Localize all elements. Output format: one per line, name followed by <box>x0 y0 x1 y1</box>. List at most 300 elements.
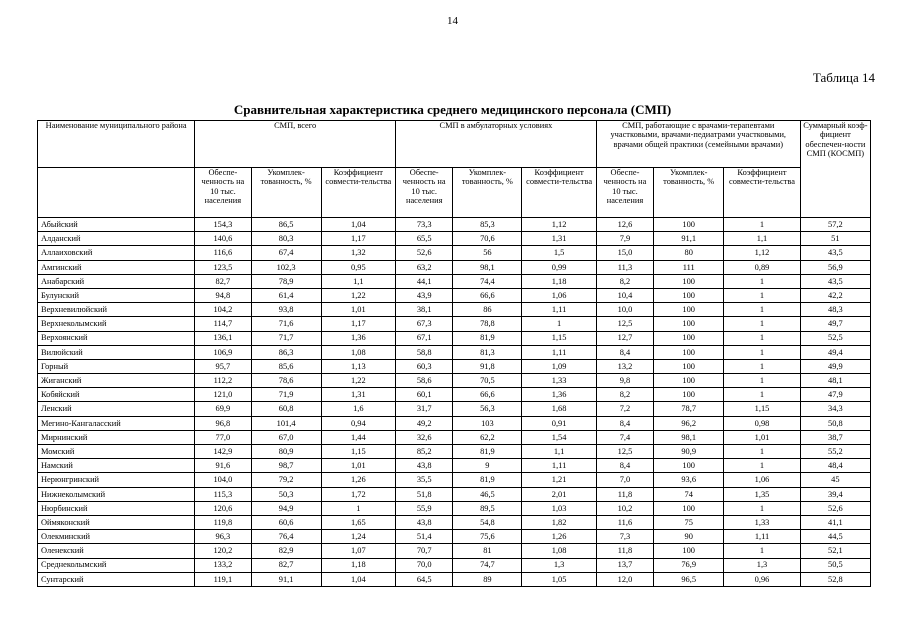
district-name: Мирнинский <box>38 430 195 444</box>
table-cell: 93,6 <box>654 473 724 487</box>
table-cell: 0,94 <box>321 416 395 430</box>
table-cell: 100 <box>654 459 724 473</box>
table-cell: 50,3 <box>251 487 321 501</box>
table-row <box>38 331 871 345</box>
page-number: 14 <box>447 15 458 27</box>
table-cell: 7,0 <box>596 473 653 487</box>
table-cell: 1,82 <box>522 515 596 529</box>
district-name: Верхнеколымский <box>38 317 195 331</box>
table-cell: 76,9 <box>654 558 724 572</box>
table-row <box>38 232 871 246</box>
table-cell: 1 <box>724 317 800 331</box>
table-cell: 1,31 <box>522 232 596 246</box>
table-cell: 54,8 <box>453 515 522 529</box>
table-cell: 82,7 <box>251 558 321 572</box>
table-cell: 1,08 <box>321 345 395 359</box>
table-cell: 10,0 <box>596 303 653 317</box>
table-cell: 142,9 <box>195 445 251 459</box>
table-cell: 55,9 <box>396 501 453 515</box>
table-cell: 101,4 <box>251 416 321 430</box>
table-cell: 1 <box>724 388 800 402</box>
table-cell: 1,03 <box>522 501 596 515</box>
table-cell: 94,9 <box>251 501 321 515</box>
table-cell: 52,1 <box>800 544 870 558</box>
table-cell: 60,3 <box>396 359 453 373</box>
table-cell: 120,2 <box>195 544 251 558</box>
table-cell: 43,5 <box>800 246 870 260</box>
table-cell: 116,6 <box>195 246 251 260</box>
table-cell: 1,06 <box>724 473 800 487</box>
table-cell: 1,15 <box>724 402 800 416</box>
table-cell: 115,3 <box>195 487 251 501</box>
table-cell: 0,99 <box>522 260 596 274</box>
table-cell: 38,1 <box>396 303 453 317</box>
table-cell: 71,7 <box>251 331 321 345</box>
table-cell: 60,6 <box>251 515 321 529</box>
table-cell: 12,6 <box>596 218 653 232</box>
table-cell: 49,7 <box>800 317 870 331</box>
table-cell: 60,8 <box>251 402 321 416</box>
table-cell: 48,4 <box>800 459 870 473</box>
table-cell: 52,8 <box>800 572 870 586</box>
table-cell: 1,1 <box>724 232 800 246</box>
table-row <box>38 487 871 501</box>
table-cell: 123,5 <box>195 260 251 274</box>
table-cell: 67,3 <box>396 317 453 331</box>
table-cell: 1,35 <box>724 487 800 501</box>
table-cell: 1,32 <box>321 246 395 260</box>
table-body <box>38 218 871 587</box>
table-cell: 8,4 <box>596 416 653 430</box>
table-cell: 98,1 <box>453 260 522 274</box>
table-cell: 1,36 <box>321 331 395 345</box>
table-row <box>38 218 871 232</box>
table-cell: 90 <box>654 530 724 544</box>
table-cell: 56,9 <box>800 260 870 274</box>
table-cell: 1,3 <box>724 558 800 572</box>
table-cell: 8,4 <box>596 459 653 473</box>
table-cell: 1,22 <box>321 288 395 302</box>
table-cell: 51 <box>800 232 870 246</box>
header-group-smp-ambulatory: СМП в амбулаторных условиях <box>396 121 597 168</box>
district-name: Нюрбинский <box>38 501 195 515</box>
table-cell: 11,6 <box>596 515 653 529</box>
table-cell: 49,4 <box>800 345 870 359</box>
table-cell: 43,8 <box>396 515 453 529</box>
table-cell: 7,4 <box>596 430 653 444</box>
table-cell: 61,4 <box>251 288 321 302</box>
table-cell: 2,01 <box>522 487 596 501</box>
header-sub: Укомплек-тованность, % <box>251 168 321 218</box>
table-cell: 96,3 <box>195 530 251 544</box>
table-cell: 15,0 <box>596 246 653 260</box>
table-cell: 1,6 <box>321 402 395 416</box>
table-cell: 1,06 <box>522 288 596 302</box>
table-cell: 1 <box>724 445 800 459</box>
table-cell: 38,7 <box>800 430 870 444</box>
table-cell: 43,9 <box>396 288 453 302</box>
table-cell: 74,4 <box>453 274 522 288</box>
table-cell: 90,9 <box>654 445 724 459</box>
table-cell: 58,8 <box>396 345 453 359</box>
table-cell: 82,7 <box>195 274 251 288</box>
district-name: Алданский <box>38 232 195 246</box>
table-cell: 100 <box>654 359 724 373</box>
table-row <box>38 430 871 444</box>
table-cell: 41,1 <box>800 515 870 529</box>
table-cell: 70,0 <box>396 558 453 572</box>
district-name: Жиганский <box>38 374 195 388</box>
district-name: Вилюйский <box>38 345 195 359</box>
table-row <box>38 246 871 260</box>
table-cell: 50,8 <box>800 416 870 430</box>
table-cell: 71,9 <box>251 388 321 402</box>
table-cell: 1 <box>724 218 800 232</box>
table-cell: 1,01 <box>724 430 800 444</box>
table-cell: 56,3 <box>453 402 522 416</box>
table-cell: 46,5 <box>453 487 522 501</box>
table-cell: 100 <box>654 303 724 317</box>
table-cell: 62,2 <box>453 430 522 444</box>
table-cell: 73,3 <box>396 218 453 232</box>
table-cell: 10,4 <box>596 288 653 302</box>
table-cell: 91,8 <box>453 359 522 373</box>
table-cell: 1 <box>724 345 800 359</box>
table-cell: 8,2 <box>596 388 653 402</box>
district-name: Оленекский <box>38 544 195 558</box>
table-cell: 114,7 <box>195 317 251 331</box>
district-name: Аллаиховский <box>38 246 195 260</box>
district-name: Горный <box>38 359 195 373</box>
table-cell: 100 <box>654 345 724 359</box>
table-cell: 80,9 <box>251 445 321 459</box>
table-cell: 1,26 <box>522 530 596 544</box>
district-name: Кобяйский <box>38 388 195 402</box>
table-cell: 1,22 <box>321 374 395 388</box>
table-cell: 1,31 <box>321 388 395 402</box>
table-row <box>38 459 871 473</box>
table-cell: 47,9 <box>800 388 870 402</box>
table-cell: 1,11 <box>724 530 800 544</box>
table-cell: 103 <box>453 416 522 430</box>
table-row <box>38 473 871 487</box>
header-kosmp: Суммарный коэф-фициент обеспечен-ности СМП (КОСМП) <box>800 121 870 218</box>
table-cell: 44,1 <box>396 274 453 288</box>
table-cell: 64,5 <box>396 572 453 586</box>
header-sub: Обеспе-ченность на 10 тыс. населения <box>195 168 251 218</box>
table-cell: 1,44 <box>321 430 395 444</box>
table-cell: 1 <box>724 331 800 345</box>
district-name: Абыйский <box>38 218 195 232</box>
table-cell: 1 <box>724 374 800 388</box>
table-cell: 1 <box>724 359 800 373</box>
table-cell: 81,9 <box>453 473 522 487</box>
table-cell: 1,33 <box>724 515 800 529</box>
table-cell: 1 <box>321 501 395 515</box>
table-cell: 67,0 <box>251 430 321 444</box>
table-row <box>38 303 871 317</box>
table-cell: 8,2 <box>596 274 653 288</box>
table-cell: 89,5 <box>453 501 522 515</box>
table-cell: 1,12 <box>724 246 800 260</box>
table-cell: 1,36 <box>522 388 596 402</box>
table-cell: 56 <box>453 246 522 260</box>
table-row <box>38 416 871 430</box>
district-name: Нерюнгринский <box>38 473 195 487</box>
district-name: Анабарский <box>38 274 195 288</box>
table-cell: 58,6 <box>396 374 453 388</box>
table-cell: 1 <box>724 544 800 558</box>
table-cell: 52,6 <box>396 246 453 260</box>
table-cell: 106,9 <box>195 345 251 359</box>
table-cell: 51,8 <box>396 487 453 501</box>
table-cell: 96,5 <box>654 572 724 586</box>
table-row <box>38 445 871 459</box>
table-cell: 1,05 <box>522 572 596 586</box>
table-cell: 1,26 <box>321 473 395 487</box>
table-cell: 31,7 <box>396 402 453 416</box>
table-cell: 43,5 <box>800 274 870 288</box>
table-cell: 77,0 <box>195 430 251 444</box>
table-cell: 1 <box>522 317 596 331</box>
table-cell: 48,1 <box>800 374 870 388</box>
table-cell: 51,4 <box>396 530 453 544</box>
table-cell: 1,11 <box>522 303 596 317</box>
table-cell: 1,11 <box>522 345 596 359</box>
table-cell: 57,2 <box>800 218 870 232</box>
table-cell: 32,6 <box>396 430 453 444</box>
table-cell: 1,5 <box>522 246 596 260</box>
table-cell: 100 <box>654 544 724 558</box>
table-cell: 1 <box>724 501 800 515</box>
table-cell: 86,5 <box>251 218 321 232</box>
table-cell: 11,3 <box>596 260 653 274</box>
table-cell: 11,8 <box>596 544 653 558</box>
table-row <box>38 388 871 402</box>
table-cell: 12,7 <box>596 331 653 345</box>
table-cell: 1 <box>724 274 800 288</box>
table-row <box>38 345 871 359</box>
table-cell: 100 <box>654 317 724 331</box>
table-cell: 1,01 <box>321 303 395 317</box>
table-cell: 0,95 <box>321 260 395 274</box>
district-name: Булунский <box>38 288 195 302</box>
table-cell: 78,9 <box>251 274 321 288</box>
table-cell: 66,6 <box>453 288 522 302</box>
table-cell: 55,2 <box>800 445 870 459</box>
table-cell: 96,2 <box>654 416 724 430</box>
table-cell: 81,9 <box>453 331 522 345</box>
table-cell: 120,6 <box>195 501 251 515</box>
smp-comparison-table <box>37 120 871 587</box>
table-cell: 112,2 <box>195 374 251 388</box>
table-cell: 67,4 <box>251 246 321 260</box>
table-row <box>38 260 871 274</box>
header-empty <box>38 168 195 218</box>
table-cell: 7,3 <box>596 530 653 544</box>
table-cell: 81,3 <box>453 345 522 359</box>
table-cell: 104,0 <box>195 473 251 487</box>
table-cell: 7,9 <box>596 232 653 246</box>
table-cell: 79,2 <box>251 473 321 487</box>
table-row <box>38 530 871 544</box>
table-cell: 1,24 <box>321 530 395 544</box>
district-name: Среднеколымский <box>38 558 195 572</box>
table-cell: 154,3 <box>195 218 251 232</box>
table-cell: 1,08 <box>522 544 596 558</box>
table-cell: 48,3 <box>800 303 870 317</box>
table-cell: 52,6 <box>800 501 870 515</box>
table-cell: 100 <box>654 501 724 515</box>
table-cell: 100 <box>654 288 724 302</box>
table-cell: 119,8 <box>195 515 251 529</box>
table-label: Таблица 14 <box>812 70 875 85</box>
table-cell: 7,2 <box>596 402 653 416</box>
table-cell: 100 <box>654 374 724 388</box>
header-sub: Укомплек-тованность, % <box>453 168 522 218</box>
table-cell: 93,8 <box>251 303 321 317</box>
table-cell: 1,04 <box>321 572 395 586</box>
table-cell: 89 <box>453 572 522 586</box>
table-cell: 63,2 <box>396 260 453 274</box>
table-cell: 1,18 <box>321 558 395 572</box>
table-cell: 9 <box>453 459 522 473</box>
table-cell: 121,0 <box>195 388 251 402</box>
table-cell: 45 <box>800 473 870 487</box>
table-cell: 91,1 <box>654 232 724 246</box>
table-cell: 1,01 <box>321 459 395 473</box>
table-cell: 11,8 <box>596 487 653 501</box>
table-cell: 12,5 <box>596 317 653 331</box>
table-cell: 1,17 <box>321 317 395 331</box>
table-cell: 8,4 <box>596 345 653 359</box>
table-row <box>38 374 871 388</box>
table-row <box>38 558 871 572</box>
table-row <box>38 402 871 416</box>
table-cell: 13,2 <box>596 359 653 373</box>
table-cell: 80,3 <box>251 232 321 246</box>
table-cell: 0,96 <box>724 572 800 586</box>
table-cell: 0,98 <box>724 416 800 430</box>
district-name: Олекминский <box>38 530 195 544</box>
table-cell: 1,13 <box>321 359 395 373</box>
table-cell: 100 <box>654 218 724 232</box>
table-cell: 76,4 <box>251 530 321 544</box>
header-sub: Коэффициент совмести-тельства <box>724 168 800 218</box>
table-cell: 12,0 <box>596 572 653 586</box>
table-cell: 1 <box>724 303 800 317</box>
table-cell: 104,2 <box>195 303 251 317</box>
table-cell: 70,6 <box>453 232 522 246</box>
table-cell: 1 <box>724 459 800 473</box>
table-row <box>38 515 871 529</box>
table-cell: 1,54 <box>522 430 596 444</box>
table-cell: 1,12 <box>522 218 596 232</box>
header-name: Наименование муниципального района <box>38 121 195 168</box>
table-cell: 1,72 <box>321 487 395 501</box>
table-cell: 52,5 <box>800 331 870 345</box>
table-cell: 75 <box>654 515 724 529</box>
table-cell: 100 <box>654 274 724 288</box>
header-sub: Укомплек-тованность, % <box>654 168 724 218</box>
table-cell: 0,91 <box>522 416 596 430</box>
table-cell: 102,3 <box>251 260 321 274</box>
table-cell: 13,7 <box>596 558 653 572</box>
table-row <box>38 274 871 288</box>
header-sub: Коэффициент совмести-тельства <box>522 168 596 218</box>
table-cell: 1,68 <box>522 402 596 416</box>
table-cell: 111 <box>654 260 724 274</box>
table-cell: 1,15 <box>522 331 596 345</box>
table-cell: 9,8 <box>596 374 653 388</box>
table-cell: 35,5 <box>396 473 453 487</box>
table-cell: 69,9 <box>195 402 251 416</box>
table-cell: 1,3 <box>522 558 596 572</box>
table-cell: 85,6 <box>251 359 321 373</box>
table-cell: 136,1 <box>195 331 251 345</box>
table-cell: 98,7 <box>251 459 321 473</box>
table-cell: 100 <box>654 331 724 345</box>
header-sub: Обеспе-ченность на 10 тыс. населения <box>596 168 653 218</box>
table-cell: 91,6 <box>195 459 251 473</box>
district-name: Нижнеколымский <box>38 487 195 501</box>
district-name: Оймяконский <box>38 515 195 529</box>
table-cell: 74,7 <box>453 558 522 572</box>
table-cell: 43,8 <box>396 459 453 473</box>
district-name: Мегино-Кангаласский <box>38 416 195 430</box>
table-cell: 0,89 <box>724 260 800 274</box>
table-cell: 49,9 <box>800 359 870 373</box>
table-cell: 50,5 <box>800 558 870 572</box>
table-row <box>38 501 871 515</box>
table-cell: 81,9 <box>453 445 522 459</box>
table-cell: 1,18 <box>522 274 596 288</box>
table-cell: 65,5 <box>396 232 453 246</box>
table-row <box>38 288 871 302</box>
table-cell: 85,3 <box>453 218 522 232</box>
table-cell: 42,2 <box>800 288 870 302</box>
table-cell: 96,8 <box>195 416 251 430</box>
table-cell: 1,09 <box>522 359 596 373</box>
district-name: Ленский <box>38 402 195 416</box>
table-cell: 1,1 <box>522 445 596 459</box>
table-cell: 100 <box>654 388 724 402</box>
table-cell: 49,2 <box>396 416 453 430</box>
table-cell: 70,5 <box>453 374 522 388</box>
table-title: Сравнительная характеристика среднего медицинского персонала (СМП) <box>233 102 672 117</box>
header-group-smp-therapists: СМП, работающие с врачами-терапевтами участковыми, врачами-педиатрами участковыми, врачами общей практики (семейными врачами) <box>596 121 800 168</box>
district-name: Амгинский <box>38 260 195 274</box>
table-row <box>38 317 871 331</box>
district-name: Верхоянский <box>38 331 195 345</box>
table-cell: 119,1 <box>195 572 251 586</box>
header-sub: Обеспе-ченность на 10 тыс. населения <box>396 168 453 218</box>
table-cell: 66,6 <box>453 388 522 402</box>
table-cell: 140,6 <box>195 232 251 246</box>
table-cell: 1,21 <box>522 473 596 487</box>
table-cell: 1,15 <box>321 445 395 459</box>
header-group-smp-total: СМП, всего <box>195 121 396 168</box>
table-cell: 78,8 <box>453 317 522 331</box>
table-cell: 1,33 <box>522 374 596 388</box>
table-cell: 39,4 <box>800 487 870 501</box>
table-cell: 98,1 <box>654 430 724 444</box>
table-cell: 1,65 <box>321 515 395 529</box>
table-cell: 86,3 <box>251 345 321 359</box>
table-row <box>38 544 871 558</box>
district-name: Намский <box>38 459 195 473</box>
table-cell: 67,1 <box>396 331 453 345</box>
